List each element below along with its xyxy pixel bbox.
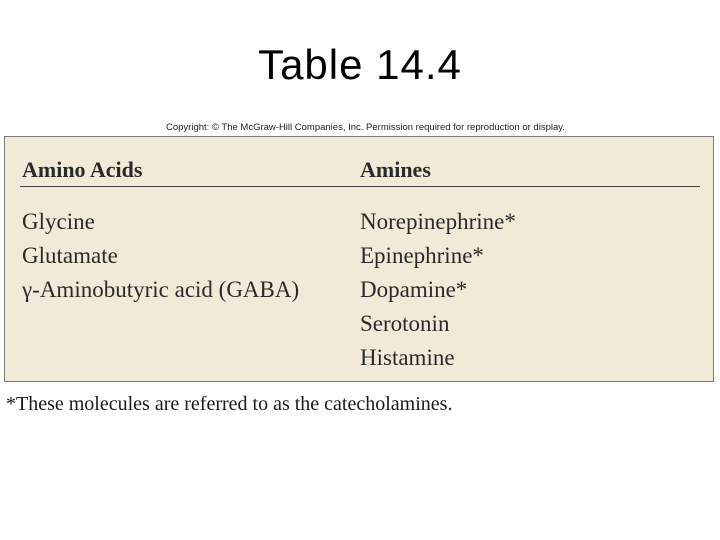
copyright-notice: Copyright: © The McGraw-Hill Companies, Inc. Permission required for reproduction or display.	[166, 122, 565, 133]
amino-acid-cell: γ-Aminobutyric acid (GABA)	[22, 277, 300, 302]
amine-cell: Serotonin	[360, 311, 450, 336]
column-header-amines: Amines	[360, 157, 431, 182]
amine-cell: Histamine	[360, 345, 455, 370]
amine-cell: Dopamine*	[360, 277, 468, 302]
amino-acid-cell: Glycine	[22, 209, 95, 234]
header-divider	[20, 186, 700, 187]
amine-cell: Epinephrine*	[360, 243, 484, 268]
footnote: *These molecules are referred to as the catecholamines.	[6, 393, 453, 415]
amino-acid-cell: Glutamate	[22, 243, 118, 268]
column-header-amino-acids: Amino Acids	[22, 157, 143, 182]
amine-cell: Norepinephrine*	[360, 209, 516, 234]
slide-title: Table 14.4	[258, 41, 462, 88]
